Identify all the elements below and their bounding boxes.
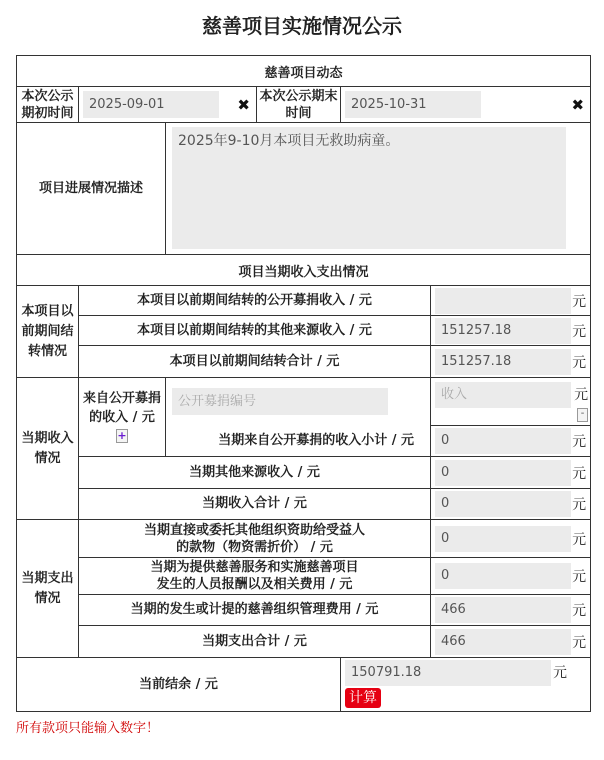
unit-label: 元: [572, 354, 587, 371]
calculate-button[interactable]: 计算: [345, 688, 381, 708]
section-finance-title: 项目当期收入支出情况: [17, 255, 591, 286]
end-date-input[interactable]: 2025-10-31: [345, 91, 481, 118]
page-title: 慈善项目实施情况公示: [202, 14, 402, 38]
unit-label: 元: [572, 634, 587, 651]
progress-label: 项目进展情况描述: [17, 123, 166, 255]
section-dynamics-title: 慈善项目动态: [17, 56, 591, 87]
income-other-label: 当期其他来源收入 / 元: [79, 457, 431, 489]
carry-group-label: 本项目以前期间结转情况: [17, 286, 79, 378]
unit-label: 元: [572, 293, 587, 310]
numeric-input-note: 所有款项只能输入数字！: [16, 721, 160, 736]
unit-label: 元: [553, 665, 567, 681]
expense-group-label: 当期支出情况: [17, 520, 79, 658]
donation-number-input[interactable]: 公开募捐编号: [172, 388, 388, 415]
expense-total-input[interactable]: 466: [435, 629, 571, 655]
income-amount-input[interactable]: 收入: [435, 382, 571, 408]
clear-end-date-icon[interactable]: ✖: [571, 95, 585, 114]
carry-public-label: 本项目以前期间结转的公开募捐收入 / 元: [79, 286, 431, 316]
add-donation-button[interactable]: +: [117, 429, 127, 442]
expense-direct-label-line1: 当期直接或委托其他组织资助给受益人: [143, 522, 365, 538]
balance-input[interactable]: 150791.18: [345, 660, 551, 686]
income-public-subtotal-label: 当期来自公开募捐的收入小计 / 元: [166, 426, 431, 457]
unit-label: 元: [572, 465, 587, 482]
progress-textarea[interactable]: 2025年9-10月本项目无救助病童。: [172, 127, 566, 249]
expense-mgmt-input[interactable]: 466: [435, 597, 571, 623]
carry-other-label: 本项目以前期间结转的其他来源收入 / 元: [79, 316, 431, 346]
expense-staff-label-line2: 发生的人员报酬以及相关费用 / 元: [156, 577, 353, 592]
expense-direct-input[interactable]: 0: [435, 526, 571, 552]
carry-total-label: 本项目以前期间结转合计 / 元: [79, 346, 431, 378]
unit-label: 元: [572, 434, 587, 450]
remove-donation-button[interactable]: -: [577, 408, 588, 422]
expense-direct-label-line2: 的款物（物资需折价） / 元: [176, 539, 333, 555]
disclosure-form: [16, 55, 591, 712]
expense-staff-label-line1: 当期为提供慈善服务和实施慈善项目: [150, 560, 359, 575]
expense-mgmt-label: 当期的发生或计提的慈善组织管理费用 / 元: [79, 595, 431, 626]
carry-public-input[interactable]: [435, 288, 571, 314]
unit-label: 元: [574, 387, 589, 403]
income-group-label: 当期收入情况: [17, 378, 79, 520]
income-total-label: 当期收入合计 / 元: [79, 489, 431, 520]
unit-label: 元: [572, 603, 587, 619]
carry-other-input[interactable]: 151257.18: [435, 318, 571, 344]
start-date-label: 本次公示期初时间: [17, 87, 79, 123]
start-date-input[interactable]: 2025-09-01: [83, 91, 219, 118]
expense-staff-input[interactable]: 0: [435, 563, 571, 589]
unit-label: 元: [572, 497, 587, 513]
expense-total-label: 当期支出合计 / 元: [79, 626, 431, 658]
end-date-label: 本次公示期末时间: [257, 87, 341, 123]
income-public-subtotal-input[interactable]: 0: [435, 428, 571, 454]
carry-total-input[interactable]: 151257.18: [435, 349, 571, 375]
unit-label: 元: [572, 531, 587, 548]
income-total-input[interactable]: 0: [435, 491, 571, 517]
unit-label: 元: [572, 569, 587, 585]
balance-label: 当前结余 / 元: [17, 658, 341, 712]
unit-label: 元: [572, 323, 587, 340]
income-other-input[interactable]: 0: [435, 460, 571, 486]
income-public-label: 来自公开募捐的收入 / 元: [83, 390, 162, 425]
clear-start-date-icon[interactable]: ✖: [237, 95, 250, 114]
